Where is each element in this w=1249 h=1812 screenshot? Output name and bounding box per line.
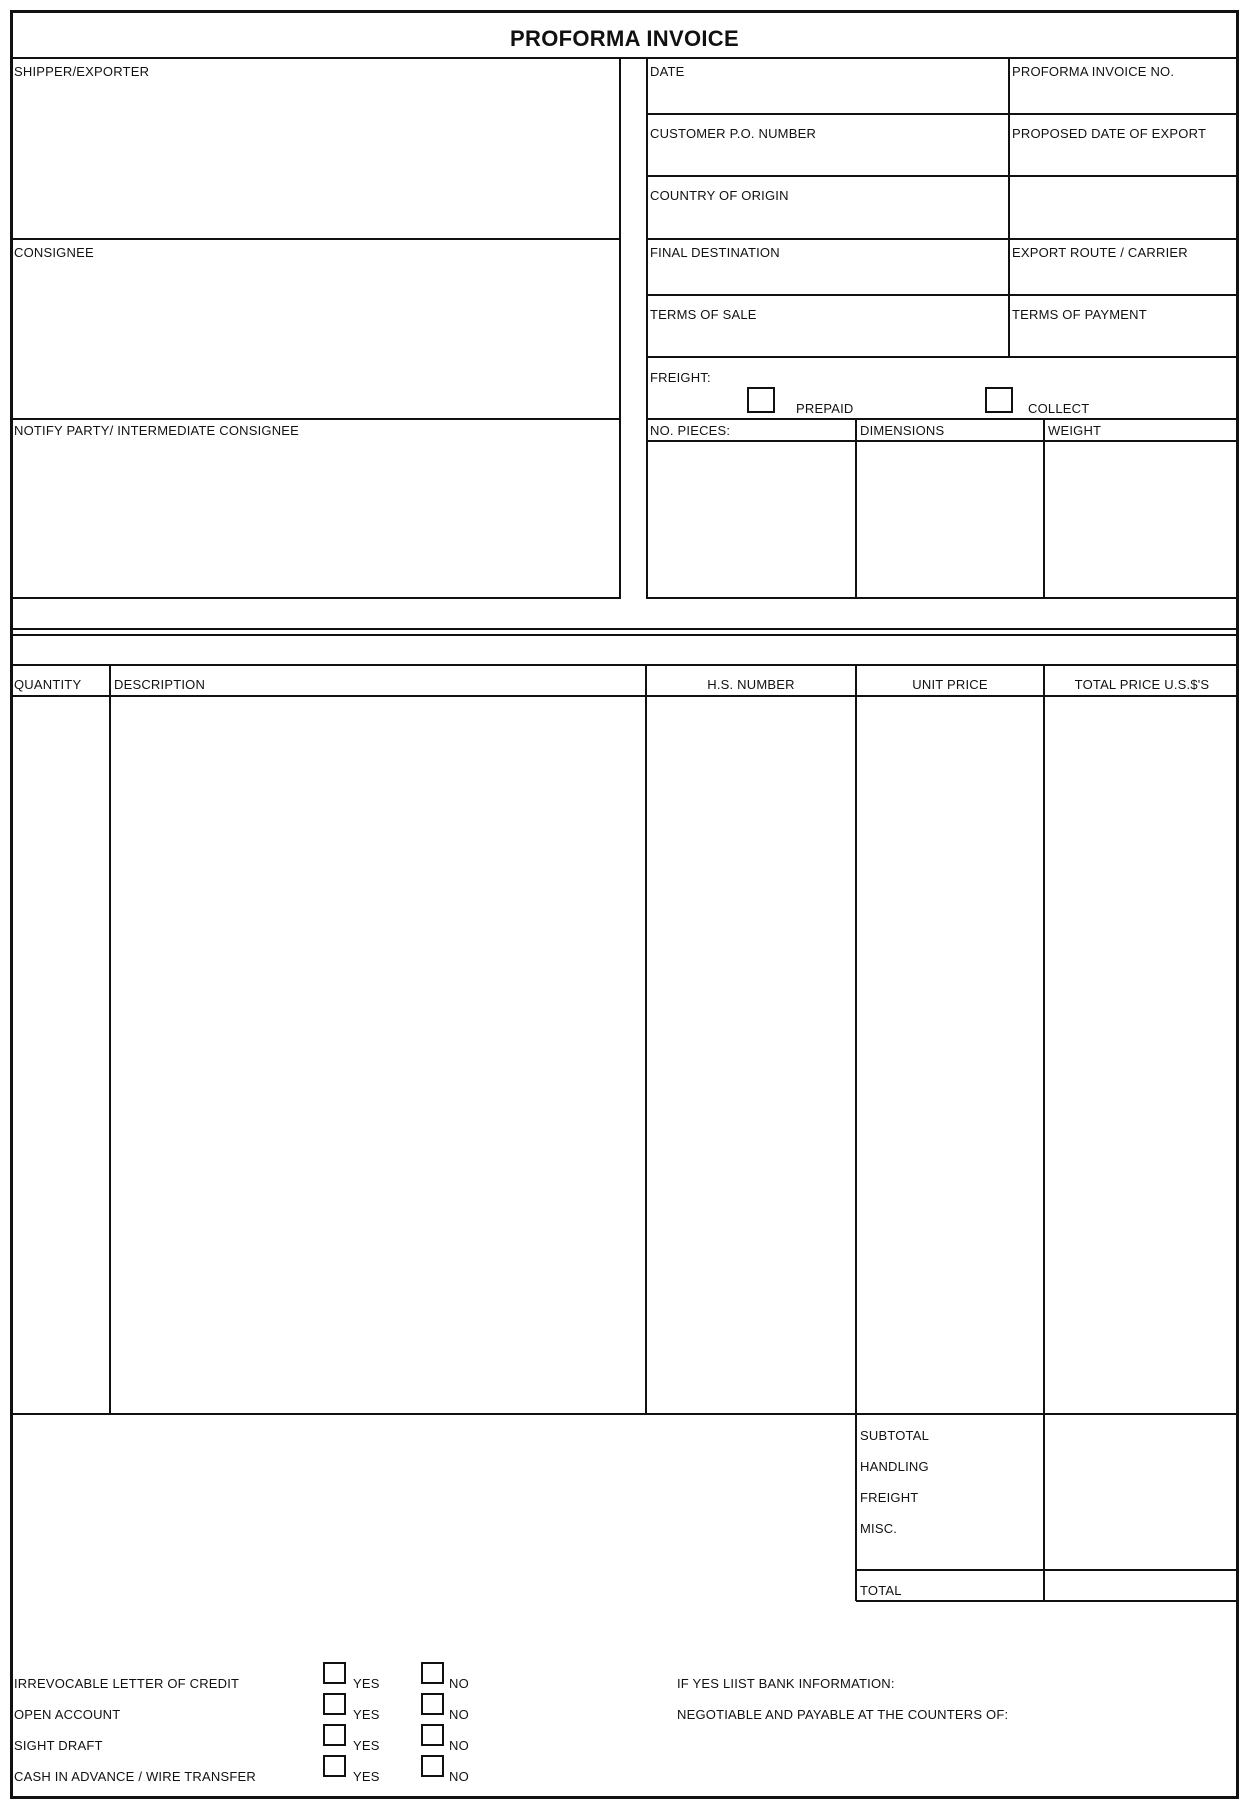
letter-of-credit-no-label: NO: [449, 1676, 469, 1691]
items-header-line: [10, 695, 1239, 697]
blank-field[interactable]: [1012, 178, 1234, 236]
subtotal-label: SUBTOTAL: [860, 1428, 930, 1443]
freight-total-label: FREIGHT: [860, 1490, 919, 1505]
description-header: DESCRIPTION: [114, 677, 206, 692]
quantity-header: QUANTITY: [14, 677, 82, 692]
pieces-header-line: [646, 440, 1239, 442]
band-top-line-2: [10, 634, 1239, 636]
open-account-yes-checkbox[interactable]: [323, 1693, 346, 1715]
quantity-column[interactable]: [12, 699, 107, 1411]
weight-label: WEIGHT: [1048, 423, 1102, 438]
export-route-label: EXPORT ROUTE / CARRIER: [1012, 245, 1188, 260]
totals-values-field[interactable]: [1047, 1417, 1235, 1567]
hs-number-column[interactable]: [649, 699, 853, 1411]
total-value-field[interactable]: [1047, 1573, 1235, 1598]
notify-party-field[interactable]: [12, 440, 617, 595]
no-pieces-label: NO. PIECES:: [650, 423, 731, 438]
items-col-desc-edge: [645, 664, 647, 1415]
open-account-label: OPEN ACCOUNT: [14, 1707, 121, 1722]
subtotal-bottom-line: [856, 1569, 1239, 1571]
prepaid-checkbox[interactable]: [747, 387, 775, 413]
date-label: DATE: [650, 64, 685, 79]
items-bottom-line: [10, 1413, 1239, 1415]
dimensions-label: DIMENSIONS: [860, 423, 945, 438]
open-account-no-label: NO: [449, 1707, 469, 1722]
left-column-right-edge: [619, 57, 621, 599]
collect-checkbox[interactable]: [985, 387, 1013, 413]
sight-draft-no-checkbox[interactable]: [421, 1724, 444, 1746]
items-col-unit-edge: [1043, 664, 1045, 1601]
right-row1-line: [646, 113, 1239, 115]
right-split-1: [1008, 57, 1010, 176]
right-row4-line: [646, 294, 1239, 296]
page-title: PROFORMA INVOICE: [510, 26, 739, 51]
freight-bottom-line: [646, 418, 1239, 420]
terms-of-payment-field[interactable]: [1012, 323, 1234, 355]
unit-price-column[interactable]: [859, 699, 1041, 1411]
negotiable-label: NEGOTIABLE AND PAYABLE AT THE COUNTERS OF:: [677, 1707, 1009, 1722]
handling-label: HANDLING: [860, 1459, 929, 1474]
total-price-column[interactable]: [1047, 699, 1235, 1411]
notify-bottom-line: [10, 597, 621, 599]
items-top-line: [10, 664, 1239, 666]
letter-of-credit-yes-label: YES: [353, 1676, 380, 1691]
final-destination-field[interactable]: [650, 261, 1004, 293]
final-destination-label: FINAL DESTINATION: [650, 245, 780, 260]
terms-of-payment-label: TERMS OF PAYMENT: [1012, 307, 1147, 322]
unit-price-header: UNIT PRICE: [912, 677, 988, 692]
letter-of-credit-yes-checkbox[interactable]: [323, 1662, 346, 1684]
consignee-label: CONSIGNEE: [14, 245, 94, 260]
letter-of-credit-no-checkbox[interactable]: [421, 1662, 444, 1684]
total-price-header: TOTAL PRICE U.S.$'S: [1074, 677, 1210, 692]
country-of-origin-label: COUNTRY OF ORIGIN: [650, 188, 789, 203]
no-pieces-field[interactable]: [650, 444, 852, 594]
weight-field[interactable]: [1048, 444, 1234, 594]
proposed-date-export-label: PROPOSED DATE OF EXPORT: [1012, 126, 1207, 141]
items-col-qty-edge: [109, 664, 111, 1415]
proposed-date-export-field[interactable]: [1012, 142, 1234, 174]
band-top-line: [10, 628, 1239, 630]
description-column[interactable]: [113, 699, 643, 1411]
date-field[interactable]: [650, 80, 1004, 112]
open-account-yes-label: YES: [353, 1707, 380, 1722]
customer-po-field[interactable]: [650, 142, 1004, 174]
sight-draft-no-label: NO: [449, 1738, 469, 1753]
terms-of-sale-field[interactable]: [650, 323, 1004, 355]
consignee-bottom-line: [10, 418, 621, 420]
cash-in-advance-label: CASH IN ADVANCE / WIRE TRANSFER: [14, 1769, 256, 1784]
cash-in-advance-yes-checkbox[interactable]: [323, 1755, 346, 1777]
letter-of-credit-label: IRREVOCABLE LETTER OF CREDIT: [14, 1676, 240, 1691]
right-split-2: [1008, 175, 1010, 239]
pieces-split-2: [1043, 418, 1045, 598]
dimensions-field[interactable]: [860, 444, 1040, 594]
shipper-bottom-line: [10, 238, 621, 240]
customer-po-label: CUSTOMER P.O. NUMBER: [650, 126, 817, 141]
hs-number-header: H.S. NUMBER: [707, 677, 795, 692]
right-row3-line: [646, 238, 1239, 240]
right-row2-line: [646, 175, 1239, 177]
notify-party-label: NOTIFY PARTY/ INTERMEDIATE CONSIGNEE: [14, 423, 300, 438]
total-bottom-line: [856, 1600, 1239, 1602]
sight-draft-label: SIGHT DRAFT: [14, 1738, 103, 1753]
shipper-label: SHIPPER/EXPORTER: [14, 64, 150, 79]
pieces-bottom-line: [646, 597, 1239, 599]
freight-label: FREIGHT:: [650, 370, 711, 385]
title-divider: [10, 57, 1239, 59]
terms-of-sale-label: TERMS OF SALE: [650, 307, 757, 322]
items-col-hs-edge: [855, 664, 857, 1601]
right-row5-line: [646, 356, 1239, 358]
total-label: TOTAL: [860, 1583, 902, 1598]
pieces-split-1: [855, 418, 857, 598]
country-of-origin-field[interactable]: [650, 204, 1004, 236]
export-route-field[interactable]: [1012, 261, 1234, 293]
proforma-invoice-no-field[interactable]: [1012, 80, 1234, 112]
open-account-no-checkbox[interactable]: [421, 1693, 444, 1715]
cash-in-advance-no-checkbox[interactable]: [421, 1755, 444, 1777]
right-column-left-edge: [646, 57, 648, 599]
misc-label: MISC.: [860, 1521, 898, 1536]
proforma-invoice-no-label: PROFORMA INVOICE NO.: [1012, 64, 1175, 79]
sight-draft-yes-checkbox[interactable]: [323, 1724, 346, 1746]
shipper-field[interactable]: [12, 80, 617, 236]
right-split-3: [1008, 238, 1010, 357]
sight-draft-yes-label: YES: [353, 1738, 380, 1753]
prepaid-label: PREPAID: [796, 401, 854, 416]
bank-info-label: IF YES LIIST BANK INFORMATION:: [677, 1676, 895, 1691]
cash-in-advance-yes-label: YES: [353, 1769, 380, 1784]
consignee-field[interactable]: [12, 262, 617, 416]
cash-in-advance-no-label: NO: [449, 1769, 469, 1784]
collect-label: COLLECT: [1028, 401, 1090, 416]
